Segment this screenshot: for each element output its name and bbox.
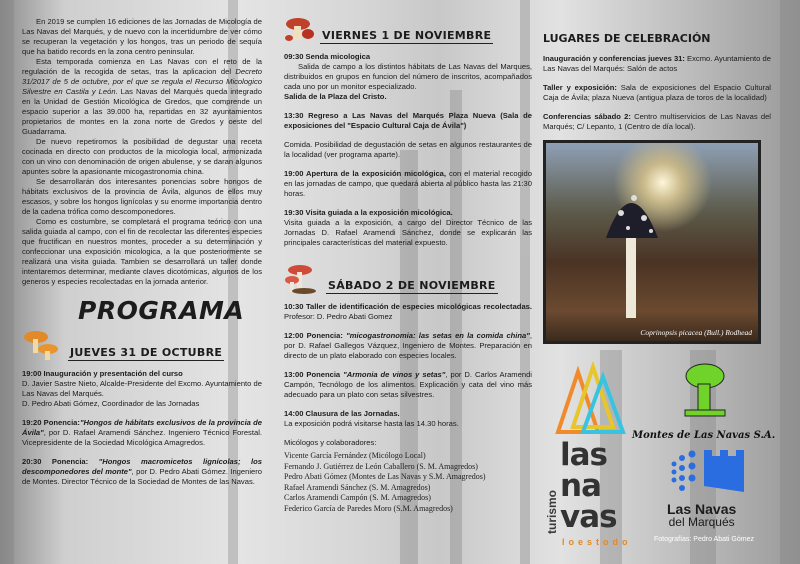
text: Esta temporada comienza en Las Navas con el reto de la regulación de la recogida de setas, tras la aplicacion del bbox=[22, 57, 262, 76]
text: . Las Navas del Marqués queda integrado en la Unidad de Gestión Micológica de Gredos, que comprende un espacio superior a las 39.000 ha, repartidas en 32 ayuntamientos propietarios de montes en la zona norte de Gredos y oeste del Guadarrama. bbox=[22, 87, 262, 136]
loestodo-tagline: loestodo bbox=[562, 537, 632, 547]
event-text: , por D. Carlos Aramendi Campón, Tecnólogo de los alimentos. Explicación y cata del vino más adecuado para un plato con setas silvestres. bbox=[284, 370, 532, 399]
logo-line: Las Navas bbox=[667, 501, 737, 517]
event-heading: 20:30 Ponencia: bbox=[22, 457, 99, 466]
talk-title: "micogastronomia: las setas en la comida china" bbox=[346, 331, 530, 340]
viernes-events bbox=[284, 52, 532, 248]
event-heading: 13:30 Regreso a Las Navas del Marqués Plaza Nueva (Sala de exposiciones del "Espacio Cultural Caja de Ávila") bbox=[284, 111, 532, 130]
event-text: Comida. Posibilidad de degustación de setas en algunos restaurantes de la localidad (ver programa aparte). bbox=[284, 140, 532, 159]
event-text: , por D. Pedro Abati Gómez. Ingeniero de Montes. Director Técnico de la Sociedad de Montes de las Navas. bbox=[22, 467, 262, 486]
event-text: D. Pedro Abati Gómez, Coordinador de las Jornadas bbox=[22, 399, 200, 408]
collaborator: Federico García de Paredes Moro (S.M. Amagredos) bbox=[284, 503, 453, 513]
left-column bbox=[22, 17, 262, 487]
venue-text: Excmo. Ayuntamiento de Las Navas del Marqués: Salón de actos bbox=[543, 54, 771, 73]
venue-label: Inauguración y conferencias jueves 31: bbox=[543, 54, 685, 63]
event-text: La exposición podrá visitarse hasta las 14.30 horas. bbox=[284, 419, 459, 428]
event-text: D. Javier Sastre Nieto, Alcalde-Presidente del Excmo. Ayuntamiento de Las Navas del Marqués. bbox=[22, 379, 262, 398]
montes-mushroom-logo bbox=[683, 362, 728, 420]
event-heading: 19:20 Ponencia: bbox=[22, 418, 80, 427]
intro-text bbox=[22, 17, 262, 287]
wordmark-line: las bbox=[560, 437, 607, 473]
event-heading: 12:00 Ponencia: bbox=[284, 331, 347, 340]
turismo-label: turismo bbox=[545, 489, 559, 534]
day-heading-jueves: JUEVES 31 DE OCTUBRE bbox=[70, 346, 223, 359]
middle-column bbox=[284, 14, 532, 514]
event-heading: 19:00 Inauguración y presentación del curso bbox=[22, 369, 183, 378]
programa-title: PROGRAMA bbox=[78, 296, 245, 325]
mushroom-icon bbox=[22, 327, 62, 361]
collaborator: Fernando J. Gutiérrez de León Caballero (S. M. Amagredos) bbox=[284, 461, 478, 471]
collaborator: Carlos Aramendi Campón (S. M. Amagredos) bbox=[284, 493, 431, 502]
day-heading-sabado: SÁBADO 2 DE NOVIEMBRE bbox=[328, 279, 496, 292]
event-heading: 19:30 Visita guiada a la exposición micológica. bbox=[284, 208, 453, 217]
logo-line: del Marqués bbox=[668, 515, 735, 529]
event-text: Profesor: D. Pedro Abati Gomez bbox=[284, 312, 393, 321]
photo-credits: Fotografías: Pedro Abati Gómez bbox=[654, 536, 754, 543]
meeting-point: Salida de la Plaza del Cristo. bbox=[284, 92, 387, 101]
right-column bbox=[543, 32, 771, 344]
wordmark-line: na bbox=[560, 468, 601, 504]
collaborators-list bbox=[284, 451, 532, 514]
collaborators-title: Micólogos y colaboradores: bbox=[284, 438, 377, 447]
collaborator: Pedro Abati Gómez (Montes de Las Navas y S.M. Amagredos) bbox=[284, 472, 486, 481]
venue-label: Conferencias sábado 2: bbox=[543, 112, 631, 121]
sabado-events bbox=[284, 302, 532, 514]
turismo-logo bbox=[546, 462, 558, 542]
mushroom-photo bbox=[543, 140, 761, 344]
venue-text: Sala de exposiciones del Espacio Cultural Caja de Ávila; plaza Nueva (antigua plaza de toros de la localidad) bbox=[543, 83, 771, 102]
event-heading: 09:30 Senda micologica bbox=[284, 52, 371, 61]
collaborator: Rafael Aramendi Sánchez (S. M. Amagredos) bbox=[284, 482, 431, 492]
event-text: Visita guiada a la exposición, a cargo del Director Técnico de las Jornadas D. Rafael Aramendi Sánchez, donde se explicarán las principales características del material expuesto. bbox=[284, 218, 532, 247]
intro-paragraph: Se desarrollarán dos interesantes ponencias sobre hongos de hábitats exclusivos de la provincia de Ávila, algunos de ellos muy escasos, y sobre los hongos lignícolas y su enorme importancia dentro de la cadena trófica como descomponedores. bbox=[22, 177, 262, 216]
venues-list bbox=[543, 54, 771, 132]
day-heading-viernes: VIERNES 1 DE NOVIEMBRE bbox=[322, 29, 492, 42]
event-text: , por D. Rafael Gallegos Vázquez, Ingeniero de Montes. Preparación en directo de un plato elaborado con especies locales. bbox=[284, 331, 533, 360]
coprinopsis-image bbox=[546, 143, 758, 341]
event-heading: 13:00 Ponencia bbox=[284, 370, 344, 379]
event-heading: 10:30 Taller de identificación de especies micológicas recolectadas. bbox=[284, 302, 532, 311]
venues-title: LUGARES DE CELEBRACIÓN bbox=[543, 32, 711, 45]
turismo-las-navas-logo-mark bbox=[548, 362, 628, 438]
jueves-events bbox=[22, 369, 262, 487]
event-heading: 19:00 Apertura de la exposición micológica, bbox=[284, 169, 447, 178]
ayuntamiento-logo-text bbox=[667, 502, 736, 529]
talk-title: "Hongos de hábitats exclusivos de la provincia de Ávila" bbox=[22, 418, 262, 437]
intro-paragraph bbox=[22, 57, 262, 137]
intro-paragraph: En 2019 se cumplen 16 ediciones de las Jornadas de Micología de Las Navas del Marqués, y de nuevo con la incertidumbre de ver cómo se recuperan la vegetación y los hongos, tras un periodo de sequía que ha batido records en la zona centro peninsular. bbox=[22, 17, 262, 56]
intro-paragraph: De nuevo repetiromos la posibilidad de degustar una receta cocinada en directo con productos de la micologia local, armonizada con un vino con denominación de origen abulense, y se daran algunos apuntes sobre la apasionante micogastronomia china. bbox=[22, 137, 262, 176]
mushroom-icon bbox=[284, 262, 320, 294]
decree-reference: Decreto 31/2017 de 5 de octubre, por el que se regula el Recurso Micologico Silvestre en Castila y León bbox=[22, 67, 262, 96]
event-text: Salida de campo a los distintos hábitats de Las Navas del Marques, distribuidos en grupos en funcion del número de inscritos, acompañados cada uno por un monitor especializado. bbox=[284, 62, 532, 91]
wordmark-line: vas bbox=[560, 499, 617, 535]
photo-caption: Coprinopsis picacea (Bull.) Rodhead bbox=[640, 328, 752, 337]
talk-title: "Armonia de vinos y setas" bbox=[343, 370, 446, 379]
venue-text: Centro multiservicios de Las Navas del Marqués; C/ Lepanto, 1 (Centro de día local). bbox=[543, 112, 771, 131]
event-heading: 14:00 Clausura de las Jornadas. bbox=[284, 409, 400, 418]
venue-label: Taller y exposición: bbox=[543, 83, 617, 92]
intro-paragraph: Como es costumbre, se completará el programa teórico con una salida guiada al campo, con el fin de recolectar las diferentes especies que fructifican en nuestros montes, proceder a su determinación y confeccionar una exposición micologica, a la que posteriormente se realizará una visita guiada. Tambien se desarrollará un taller donde intentaremos determinar, mediante claves dicotómicas, algunos de los generos y especies recolectadas en la jornada anterior. bbox=[22, 217, 262, 286]
montes-logo-text: Montes de Las Navas S.A. bbox=[632, 430, 776, 441]
event-text: con el material recogido en las jornadas de campo, que quedará abierta al público hasta las 21:30 horas. bbox=[284, 169, 532, 198]
event-text: , por D. Rafael Aramendi Sánchez. Ingeniero Técnico Forestal. Vicepresidente de la Sociedad Micológica Amagredos. bbox=[22, 428, 262, 447]
ayuntamiento-castle-logo bbox=[670, 448, 750, 498]
talk-title: "Hongos macromicetos lignícolas; los descomponedores del monte" bbox=[22, 457, 262, 476]
collaborator: Vicente García Fernández (Micólogo Local) bbox=[284, 451, 426, 460]
mushroom-icon bbox=[284, 16, 314, 44]
las-navas-wordmark bbox=[560, 437, 617, 535]
